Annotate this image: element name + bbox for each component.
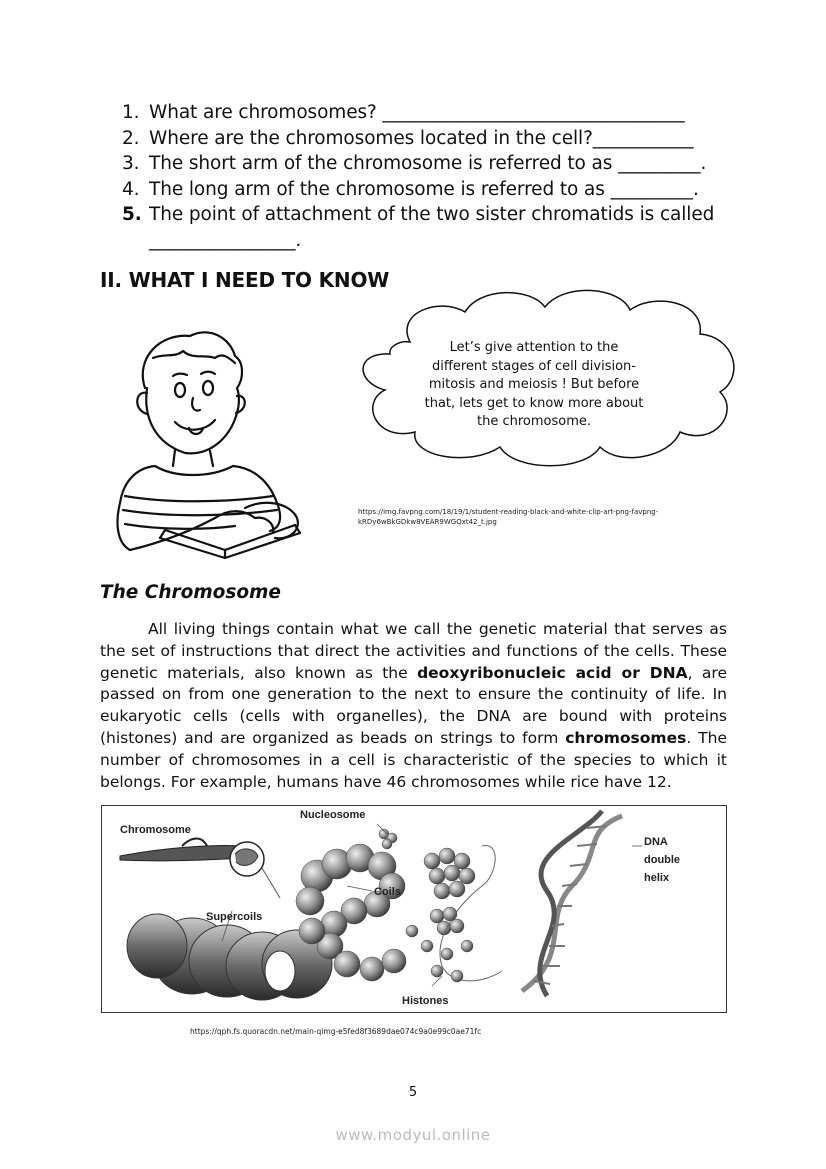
image-source-2: https://qph.fs.quoracdn.net/main-qimg-e5fed8f3689dae074c9a0e99c0ae71fc [190, 1027, 482, 1036]
question-number: 2. [122, 127, 140, 149]
paragraph-bold: chromosomes [565, 728, 687, 747]
label-nucleosome: Nucleosome [300, 809, 366, 821]
cloud-line: the chromosome. [476, 414, 591, 429]
question-1 [122, 100, 742, 126]
paragraph-text: All living things contain what we call the genetic material that serves as the set of instructions that direct the activities and functions of the cells. These genetic materials, also known as the [100, 620, 727, 682]
question-5-continuation [122, 228, 742, 254]
body-paragraph [100, 619, 727, 793]
label-chromosome: Chromosome [120, 824, 191, 836]
question-number: 4. [122, 178, 140, 200]
source-line: https://img.favpng.com/18/19/1/student-reading-black-and-white-clip-art-png-favpng- [358, 508, 659, 516]
answer-blank: ________________. [149, 229, 302, 251]
source-line: kRDy6wBkGDkw8VEAR9WGQxt42_t.jpg [358, 517, 497, 526]
student-reading-illustration [105, 318, 310, 568]
cloud-line: that, lets get to know more about [424, 395, 644, 411]
question-number: 1. [122, 102, 140, 123]
question-number: 5. [122, 204, 142, 225]
question-text: The long arm of the chromosome is referred to as _________. [149, 178, 699, 200]
cloud-line: mitosis and meiosis ! But before [428, 377, 640, 392]
label-histones: Histones [402, 995, 449, 1007]
question-3 [122, 151, 742, 177]
question-list [122, 100, 742, 253]
question-text: What are chromosomes? _________________________________ [149, 102, 685, 123]
label-coils: Coils [374, 886, 401, 898]
question-text: The point of attachment of the two sister chromatids is called [149, 204, 715, 225]
question-5 [122, 202, 742, 228]
question-4 [122, 177, 742, 203]
subheading: The Chromosome [100, 582, 281, 603]
question-2 [122, 126, 742, 152]
diagram-graphic [102, 806, 727, 1013]
label-double: double [644, 854, 681, 866]
paragraph-text: , are passed on from one generation to the next to ensure the continuity of life. In eukaryotic cells (cells with organelles), the DNA are bound with proteins (histones) and are organized as beads on strings to form [100, 663, 727, 747]
question-number: 3. [122, 153, 140, 174]
label-dna: DNA [644, 836, 668, 848]
label-helix: helix [644, 872, 670, 884]
page-number: 5 [408, 1085, 418, 1100]
section-heading: II. WHAT I NEED TO KNOW [100, 268, 390, 292]
image-source-1 [358, 508, 658, 527]
cloud-line: Let’s give attention to the [449, 340, 619, 355]
cloud-line: different stages of cell division- [432, 358, 636, 374]
question-text: The short arm of the chromosome is referred to as _________. [149, 153, 707, 174]
paragraph-bold: deoxyribonucleic acid or DNA [417, 663, 688, 682]
question-text: Where are the chromosomes located in the cell?___________ [149, 127, 694, 149]
label-supercoils: Supercoils [206, 911, 263, 923]
watermark: www.modyul.online [335, 1126, 491, 1144]
paragraph-text: . The number of chromosomes in a cell is characteristic of the species to which it belongs. For example, humans have 46 chromosomes while rice have 12. [100, 728, 728, 791]
cloud-text [410, 339, 658, 432]
chromosome-diagram [101, 805, 727, 1013]
